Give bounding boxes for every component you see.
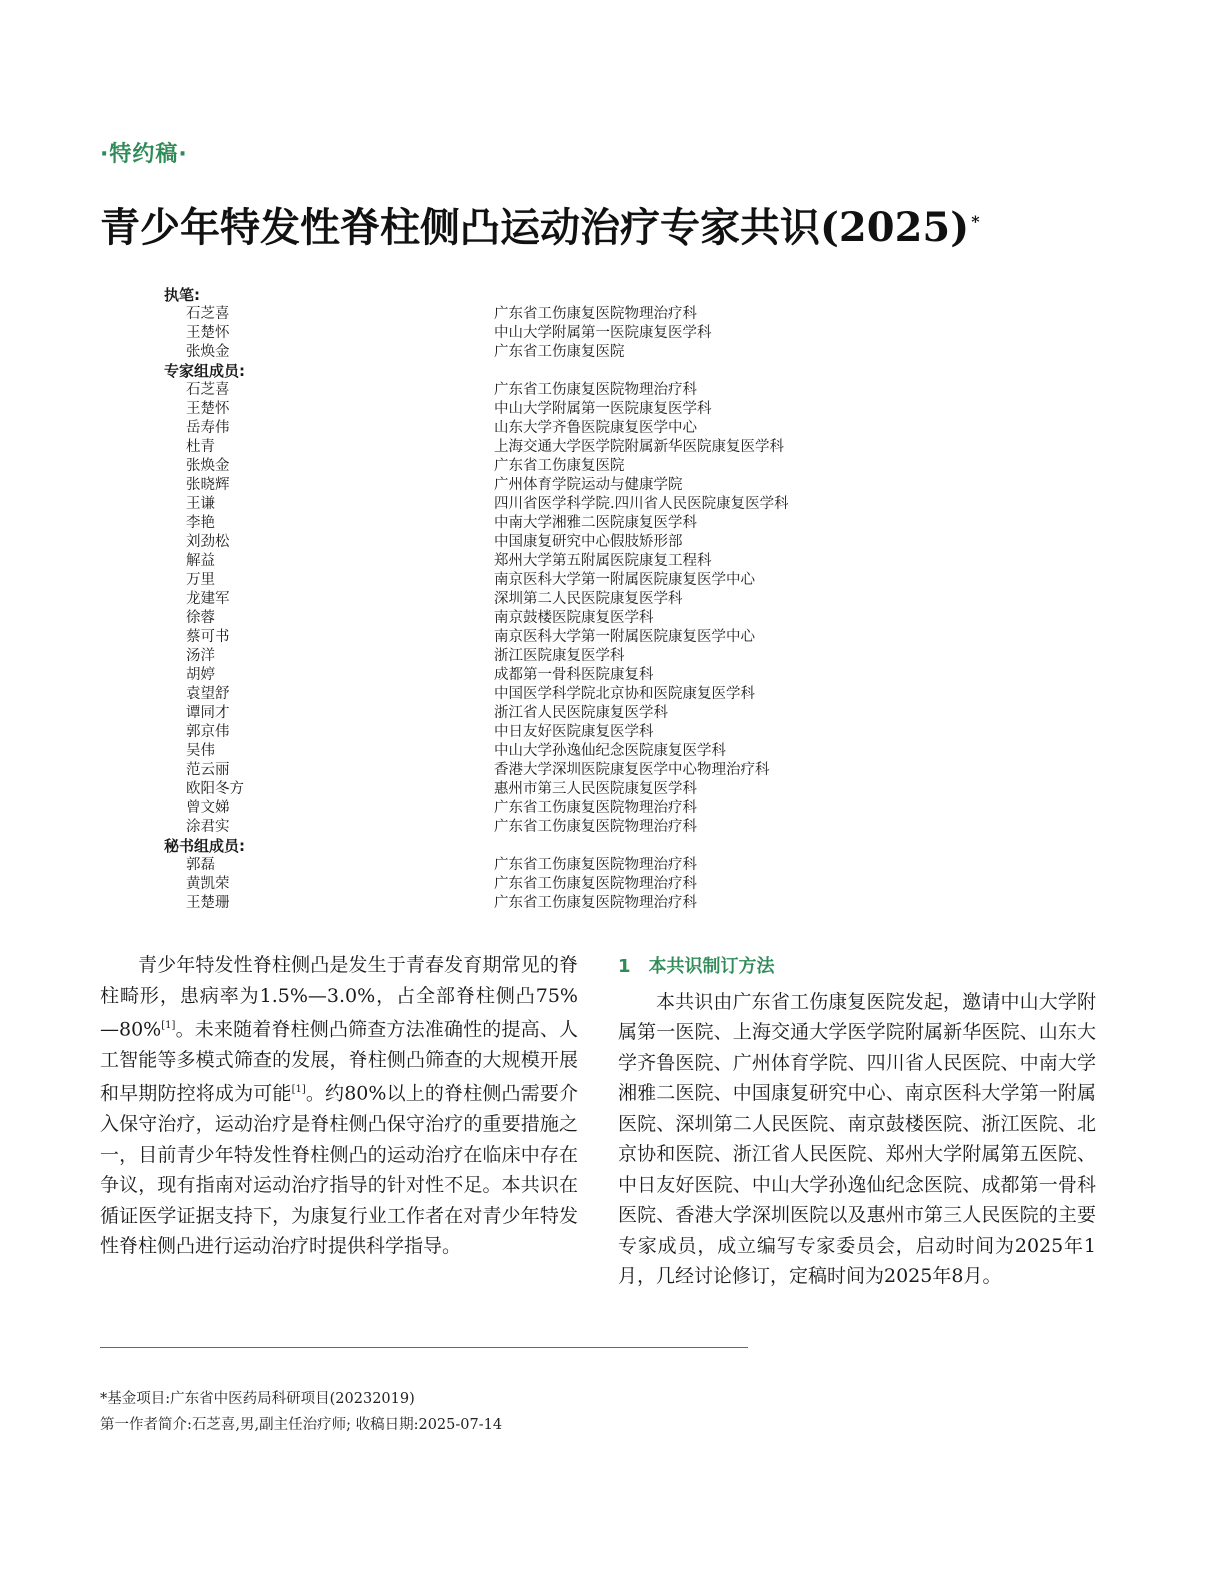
author-affiliation: 南京医科大学第一附属医院康复医学中心: [494, 572, 755, 588]
footnotes: [100, 1386, 502, 1438]
author-name: 王谦: [186, 496, 215, 512]
author-row: [164, 894, 924, 913]
author-row: [164, 685, 924, 704]
author-row: [164, 628, 924, 647]
author-row: [164, 780, 924, 799]
author-affiliation: 浙江省人民医院康复医学科: [494, 705, 668, 721]
author-row: [164, 476, 924, 495]
author-affiliation: 中日友好医院康复医学科: [494, 724, 654, 740]
author-affiliation: 广东省工伤康复医院物理治疗科: [494, 306, 697, 322]
author-affiliation: 中国医学科学院北京协和医院康复医学科: [494, 686, 755, 702]
author-name: 涂君实: [186, 819, 230, 835]
author-affiliation: 广东省工伤康复医院物理治疗科: [494, 800, 697, 816]
author-affiliation: 广东省工伤康复医院物理治疗科: [494, 876, 697, 892]
author-affiliation: 惠州市第三人民医院康复医学科: [494, 781, 697, 797]
citation-ref[interactable]: [1]: [291, 1084, 306, 1096]
author-name: 郭京伟: [186, 724, 230, 740]
author-row: [164, 343, 924, 362]
writers-list: [164, 305, 924, 362]
author-row: [164, 856, 924, 875]
author-affiliation: 广东省工伤康复医院物理治疗科: [494, 895, 697, 911]
section-tag: ·特约稿·: [100, 142, 188, 167]
author-row: [164, 514, 924, 533]
author-name: 汤洋: [186, 648, 215, 664]
author-affiliation: 成都第一骨科医院康复科: [494, 667, 654, 683]
author-name: 黄凯荣: [186, 876, 230, 892]
author-row: [164, 875, 924, 894]
author-name: 万里: [186, 572, 215, 588]
intro-text-3: 。约80%以上的脊柱侧凸需要介入保守治疗，运动治疗是脊柱侧凸保守治疗的重要措施之一，目前青少年特发性脊柱侧凸的运动治疗在临床中存在争议，现有指南对运动治疗指导的针对性不足。本共识在循证医学证据支持下，为康复行业工作者在对青少年特发性脊柱侧凸进行运动治疗时提供科学指导。: [100, 1082, 578, 1258]
author-affiliation: 山东大学齐鲁医院康复医学中心: [494, 420, 697, 436]
author-name: 郭磊: [186, 857, 215, 873]
secretaries-heading: 秘书组成员:: [164, 837, 245, 855]
author-row: [164, 742, 924, 761]
author-affiliation: 郑州大学第五附属医院康复工程科: [494, 553, 712, 569]
author-name: 谭同才: [186, 705, 230, 721]
title-footnote-marker: *: [971, 211, 980, 231]
section-1-paragraph: 本共识由广东省工伤康复医院发起，邀请中山大学附属第一医院、上海交通大学医学院附属新华医院、山东大学齐鲁医院、广州体育学院、四川省人民医院、中南大学湘雅二医院、中国康复研究中心、南京医科大学第一附属医院、深圳第二人民医院、南京鼓楼医院、浙江医院、北京协和医院、浙江省人民医院、郑州大学附属第五医院、中日友好医院、中山大学孙逸仙纪念医院、成都第一骨科医院、香港大学深圳医院以及惠州市第三人民医院的主要专家成员，成立编写专家委员会，启动时间为2025年1月，几经讨论修订，定稿时间为2025年8月。: [618, 990, 1096, 1287]
author-row: [164, 647, 924, 666]
article-title-text: 青少年特发性脊柱侧凸运动治疗专家共识(2025): [100, 204, 970, 251]
author-row: [164, 552, 924, 571]
secretaries-list: [164, 856, 924, 913]
author-affiliation: 浙江医院康复医学科: [494, 648, 625, 664]
author-name: 胡婷: [186, 667, 215, 683]
author-name: 石芝喜: [186, 382, 230, 398]
footnote-divider: [100, 1347, 748, 1348]
section-1: [618, 952, 1096, 1292]
intro-text-1: 青少年特发性脊柱侧凸是发生于青春发育期常见的脊柱畸形，患病率为1.5%—3.0%，占全部脊柱侧凸75%—80%: [100, 954, 578, 1041]
author-affiliation: 中山大学附属第一医院康复医学科: [494, 325, 712, 341]
author-name: 解益: [186, 553, 215, 569]
author-affiliation: 中国康复研究中心假肢矫形部: [494, 534, 683, 550]
author-name: 刘劲松: [186, 534, 230, 550]
author-name: 徐蓉: [186, 610, 215, 626]
experts-heading: 专家组成员:: [164, 362, 245, 380]
author-affiliation: 南京医科大学第一附属医院康复医学中心: [494, 629, 755, 645]
author-row: [164, 761, 924, 780]
author-row: [164, 609, 924, 628]
author-row: [164, 457, 924, 476]
author-name: 龙建军: [186, 591, 230, 607]
author-name: 袁望舒: [186, 686, 230, 702]
fund-footnote: *基金项目:广东省中医药局科研项目(20232019): [100, 1391, 415, 1407]
author-affiliation: 深圳第二人民医院康复医学科: [494, 591, 683, 607]
author-row: [164, 704, 924, 723]
author-row: [164, 305, 924, 324]
author-affiliation: 中山大学附属第一医院康复医学科: [494, 401, 712, 417]
author-name: 欧阳冬方: [186, 781, 244, 797]
author-name: 李艳: [186, 515, 215, 531]
author-affiliation: 上海交通大学医学院附属新华医院康复医学科: [494, 439, 784, 455]
author-affiliation: 南京鼓楼医院康复医学科: [494, 610, 654, 626]
intro-paragraph: [100, 950, 578, 1262]
author-affiliation: 广东省工伤康复医院: [494, 344, 625, 360]
author-affiliation: 广东省工伤康复医院物理治疗科: [494, 819, 697, 835]
author-affiliation: 广东省工伤康复医院物理治疗科: [494, 382, 697, 398]
author-affiliation: 广东省工伤康复医院物理治疗科: [494, 857, 697, 873]
author-name: 石芝喜: [186, 306, 230, 322]
author-name: 王楚怀: [186, 325, 230, 341]
section-title: 本共识制订方法: [648, 956, 775, 977]
intro-text-2: 。未来随着脊柱侧凸筛查方法准确性的提高、人工智能等多模式筛查的发展，脊柱侧凸筛查的大规模开展和早期防控将成为可能: [100, 1018, 578, 1105]
author-name: 张焕金: [186, 458, 230, 474]
author-row: [164, 799, 924, 818]
author-name: 吴伟: [186, 743, 215, 759]
author-row: [164, 381, 924, 400]
author-row: [164, 400, 924, 419]
citation-ref[interactable]: [1]: [161, 1020, 176, 1031]
section-number: 1: [618, 956, 631, 977]
author-row: [164, 495, 924, 514]
writers-heading: 执笔:: [164, 286, 200, 304]
article-title: [100, 196, 980, 253]
author-affiliation: 中山大学孙逸仙纪念医院康复医学科: [494, 743, 726, 759]
author-name: 王楚怀: [186, 401, 230, 417]
author-row: [164, 818, 924, 837]
author-name: 蔡可书: [186, 629, 230, 645]
experts-list: [164, 381, 924, 837]
section-1-heading: [618, 952, 1096, 983]
author-name: 杜青: [186, 439, 215, 455]
author-name: 张焕金: [186, 344, 230, 360]
author-row: [164, 324, 924, 343]
author-name: 王楚珊: [186, 895, 230, 911]
author-affiliation: 香港大学深圳医院康复医学中心物理治疗科: [494, 762, 770, 778]
author-affiliation: 广东省工伤康复医院: [494, 458, 625, 474]
author-name: 张晓辉: [186, 477, 230, 493]
author-affiliation: 中南大学湘雅二医院康复医学科: [494, 515, 697, 531]
author-affiliation: 广州体育学院运动与健康学院: [494, 477, 683, 493]
author-row: [164, 533, 924, 552]
author-name: 曾文娣: [186, 800, 230, 816]
author-row: [164, 723, 924, 742]
author-affiliation: 四川省医学科学院.四川省人民医院康复医学科: [494, 496, 789, 512]
author-list: [164, 286, 924, 913]
author-row: [164, 590, 924, 609]
author-row: [164, 419, 924, 438]
author-info-footnote: 第一作者简介:石芝喜,男,副主任治疗师; 收稿日期:2025-07-14: [100, 1417, 503, 1433]
author-row: [164, 666, 924, 685]
author-name: 岳寿伟: [186, 420, 230, 436]
author-name: 范云丽: [186, 762, 230, 778]
author-row: [164, 571, 924, 590]
author-row: [164, 438, 924, 457]
